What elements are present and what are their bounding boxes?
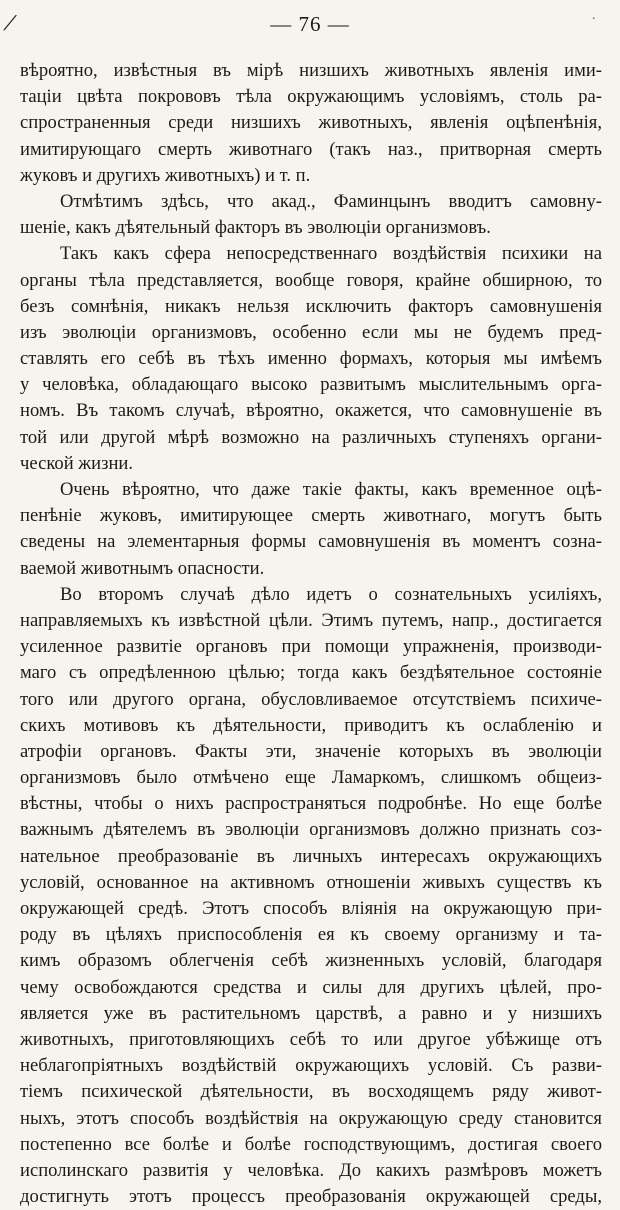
margin-mark: / [3,7,17,38]
text-line: маго съ опредѣленною цѣлью; тогда какъ бездѣятельное состояніе [20,662,602,684]
text-line: таціи цвѣта покрововъ тѣла окружающимъ условіямъ, столь ра- [20,86,602,108]
text-line: спространенныя среди низшихъ животныхъ, явленія оцѣпенѣнія, [20,112,602,134]
text-line: чему освобождаются средства и силы для другихъ цѣлей, про- [20,976,602,998]
text-line: имитирующаго смерть животнаго (такъ наз., притворная смерть [20,138,602,160]
text-line: ныхъ, этотъ способъ воздѣйствія на окружающую среду становится [20,1107,602,1129]
text-line: изъ эволюціи организмовъ, особенно если мы не будемъ пред- [20,321,602,343]
text-line: нательное преобразованіе въ личныхъ интересахъ окружающихъ [20,845,602,867]
text-line: постепенно все болѣе и болѣе господствующимъ, достигая своего [20,1133,602,1155]
text-line: того или другого органа, обусловливаемое отсутствіемъ психиче- [20,688,602,710]
text-line: шеніе, какъ дѣятельный факторъ въ эволюціи организмовъ. [20,217,491,239]
text-line: направляемыхъ къ извѣстной цѣли. Этимъ путемъ, напр., достигается [20,609,602,631]
text-line: животныхъ, приготовляющихъ себѣ то или другое убѣжище отъ [20,1028,602,1050]
text-line: тіемъ психической дѣятельности, въ восходящемъ ряду живот- [20,1081,602,1103]
text-line: важнымъ дѣятелемъ въ эволюціи организмовъ должно признать соз- [20,819,602,841]
page-number: — 76 — [270,12,350,36]
text-line: номъ. Въ такомъ случаѣ, вѣроятно, окажется, что самовнушеніе въ [20,400,602,422]
text-line: органы тѣла представляется, вообще говоря, крайне обширною, то [20,269,602,291]
text-line: жуковъ и другихъ животныхъ) и т. п. [20,164,311,186]
text-line: роду въ цѣляхъ приспособленія ея къ своему организму и та- [20,924,602,946]
text-line: достигнуть этотъ процессъ преобразованія окружающей среды, [20,1186,602,1208]
text-line: ваемой животнымъ опасности. [20,557,265,579]
text-line: вѣстны, чтобы о нихъ распространяться подробнѣе. Но еще болѣе [20,793,602,815]
text-line: Очень вѣроятно, что даже такіе факты, какъ временное оцѣ- [60,479,602,500]
text-line: Отмѣтимъ здѣсь, что акад., Фаминцынъ вводитъ самовну- [60,190,602,212]
text-line: ческой жизни. [20,452,133,474]
text-line: исполинскаго развитія у человѣка. До какихъ размѣровъ можетъ [20,1159,602,1181]
text-line: организмовъ было отмѣчено еще Ламаркомъ, слишкомъ общеиз- [20,767,602,789]
text-line: является уже въ растительномъ царствѣ, а равно и у низшихъ [20,1002,602,1024]
text-line: условій, основанное на активномъ отношеніи живыхъ существъ къ [20,871,602,893]
text-line: ставлять его себѣ въ тѣхъ именно формахъ, которыя мы имѣемъ [20,348,602,370]
text-line: безъ сомнѣнія, никакъ нельзя исключить факторъ самовнушенія [20,295,602,317]
corner-mark: · [591,12,596,27]
text-line: пенѣніе жуковъ, имитирующее смерть животнаго, могутъ быть [20,505,602,527]
text-line: окружающей средѣ. Этотъ способъ вліянія на окружающую при- [20,898,602,919]
text-line: скихъ мотивовъ къ дѣятельности, приводитъ къ ослабленію и [20,714,602,736]
body-text [20,58,602,1210]
text-line: сведены на элементарныя формы самовнушенія въ моментъ созна- [20,531,602,553]
text-line: той или другой мѣрѣ возможно на различныхъ ступеняхъ органи- [20,426,602,448]
text-line: Такъ какъ сфера непосредственнаго воздѣйствія психики на [60,243,602,265]
text-line: неблагопріятныхъ воздѣйствій окружающихъ условій. Съ разви- [20,1055,602,1077]
text-line: атрофіи органовъ. Факты эти, значеніе которыхъ въ эволюціи [20,740,602,762]
text-line: кимъ образомъ облегченія себѣ жизненныхъ условій, благодаря [20,950,602,972]
text-line: усиленное развитіе органовъ при помощи упражненія, производи- [20,636,602,658]
text-line: вѣроятно, извѣстныя въ мірѣ низшихъ животныхъ явленія ими- [20,60,602,81]
text-line: у человѣка, обладающаго высоко развитымъ мыслительнымъ орга- [20,374,602,396]
text-line: Во второмъ случаѣ дѣло идетъ о сознательныхъ усиліяхъ, [60,583,602,605]
